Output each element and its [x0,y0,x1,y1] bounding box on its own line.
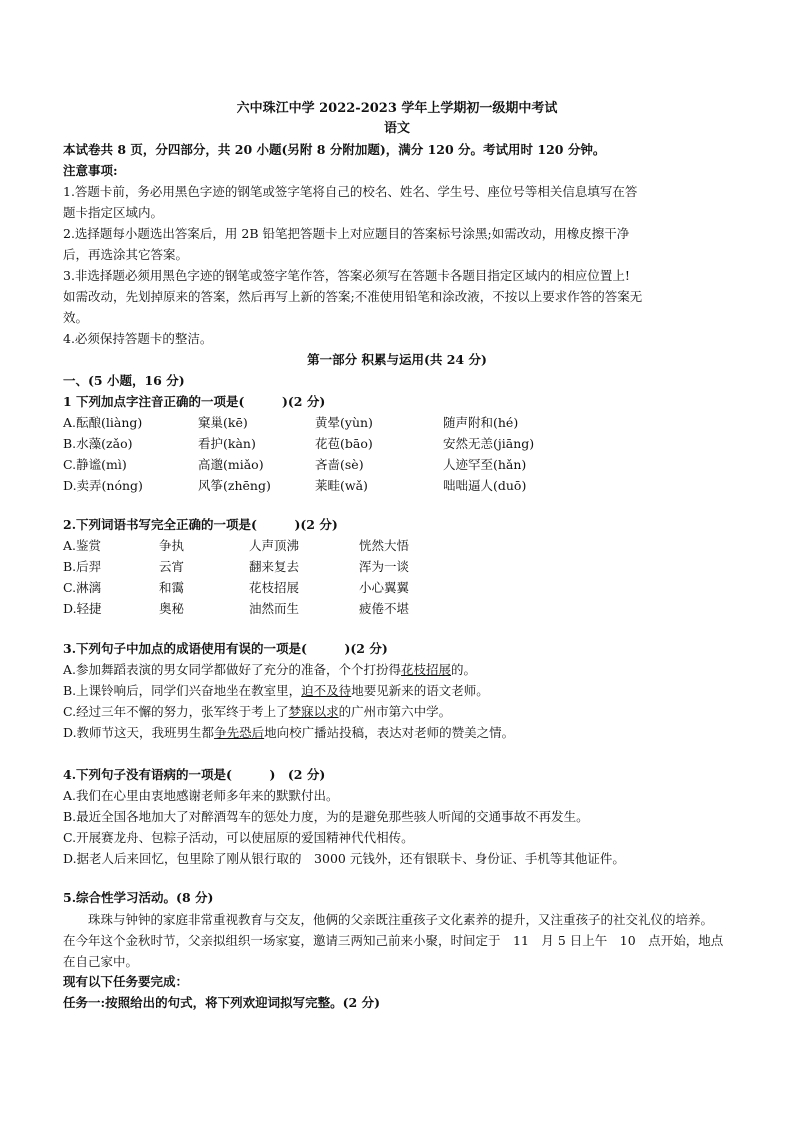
q2-d-4: 疲倦不堪 [359,601,410,616]
exam-title: 六中珠江中学 2022-2023 学年上学期初一级期中考试 [236,101,558,116]
q2-d-3: 油然而生 [249,601,300,616]
q1-stem: 1 下列加点字注音正确的一项是( )(2 分) [63,394,326,409]
q5-task-1-text: 任务一:按照给出的句式，将下列欢迎词拟写完整。(2 分) [63,995,380,1010]
q3-a-pre: A.参加舞蹈表演的男女同学都做好了充分的准备，个个打扮得 [63,662,402,677]
q4-option-b: B.最近全国各地加大了对醉酒驾车的惩处力度，为的是避免那些骇人听闻的交通事故不再发生。 [63,809,589,824]
q3-a-idiom: 花枝招展 [401,662,452,677]
q1-c-1: C.静谧(mì) [63,457,127,472]
q1-b-2: 看护(kàn) [198,436,256,451]
q1-c-3: 吝啬(sè) [315,457,364,472]
note-2-cont: 后，再选涂其它答案。 [63,247,189,262]
q1-a-1: A.酝酿(liàng) [63,415,143,430]
q3-c-idiom: 梦寐以求 [288,704,339,719]
q1-d-1: D.卖弄(nóng) [63,478,143,493]
q1-a-3: 黄晕(yùn) [315,415,373,430]
q2-c-2: 和霭 [159,580,185,595]
q2-a-1: A.鉴赏 [63,538,102,553]
q3-a-post: 的。 [451,662,477,677]
q1-c-4: 人迹罕至(hǎn) [443,457,527,472]
q4-option-c: C.开展赛龙舟、包粽子活动，可以使屈原的爱国精神代代相传。 [63,830,414,845]
q3-c-pre: C.经过三年不懈的努力，张军终于考上了 [63,704,289,719]
part1-title: 第一部分 积累与运用(共 24 分) [307,352,487,367]
note-1: 1.答题卡前，务必用黑色字迹的钢笔或签字笔将自己的校名、姓名、学生号、座位号等相关信息填写在答 [63,184,638,199]
note-3-cont: 如需改动，先划掉原来的答案，然后再写上新的答案;不准使用铅笔和涂改液，不按以上要求作答的答案无 [63,289,643,304]
note-1-cont: 题卡指定区域内。 [63,205,164,220]
q1-d-3: 莱畦(wǎ) [315,478,368,493]
q2-b-3: 翻来复去 [249,559,300,574]
q3-b-idiom: 迫不及待 [301,683,352,698]
q2-a-2: 争执 [159,538,185,553]
notes-heading: 注意事项: [63,163,118,178]
note-2: 2.选择题每小题选出答案后，用 2B 铅笔把答题卡上对应题目的答案标号涂黑;如需改动，用橡皮擦干净 [63,226,630,241]
q3-c-post: 的广州市第六中学。 [338,704,452,719]
q1-a-4: 随声附和(hé) [443,415,519,430]
q1-d-4: 咄咄逼人(duō) [443,478,527,493]
q4-option-a: A.我们在心里由衷地感谢老师多年来的默默付出。 [63,788,339,803]
section-1-heading: 一、(5 小题，16 分) [63,373,185,388]
note-3: 3.非选择题必须用黑色字迹的钢笔或签字笔作答，答案必须写在答题卡各题目指定区域内的相应位置上! [63,268,630,283]
q2-b-4: 浑为一谈 [359,559,410,574]
q3-d-idiom: 争先恐后 [214,725,265,740]
q4-option-d: D.据老人后来回忆，包里除了刚从银行取的 3000 元钱外，还有银联卡、身份证、手机等其他证件。 [63,851,625,866]
q3-b-pre: B.上课铃响后，同学们兴奋地坐在教室里， [63,683,302,698]
q1-b-4: 安然无恙(jiāng) [443,436,535,451]
exam-summary: 本试卷共 8 页，分四部分，共 20 小题(另附 8 分附加题)，满分 120 分。考试用时 120 分钟。 [63,142,606,157]
q5-paragraph: 珠珠与钟钟的家庭非常重视教育与交友，他俩的父亲既注重孩子文化素养的提升，又注重孩子的社交礼仪的培养。在今年这个金秋时节，父亲拟组织一场家宴，邀请三两知己前来小聚，时间定于 11 月 5 日上午 10 点开始，地点在自己家中。 [63,912,724,969]
q1-b-3: 花苞(bāo) [315,436,373,451]
q1-b-1: B.水藻(zǎo) [63,436,133,451]
q2-c-1: C.淋漓 [63,580,102,595]
q5-stem: 5.综合性学习活动。(8 分) [63,890,214,905]
note-4: 4.必须保持答题卡的整洁。 [63,331,213,346]
q5-tasks-heading: 现有以下任务要完成： [63,974,189,989]
note-3-end: 效。 [63,310,89,325]
q2-d-2: 奥秘 [159,601,185,616]
q3-stem: 3.下列句子中加点的成语使用有误的一项是( )(2 分) [63,641,388,656]
q2-b-1: B.后羿 [63,559,102,574]
q2-stem: 2.下列词语书写完全正确的一项是( )(2 分) [63,517,338,532]
subject-title: 语文 [383,121,410,136]
q2-c-3: 花枝招展 [249,580,300,595]
q1-d-2: 风筝(zhēng) [198,478,271,493]
q5-task-1 [63,995,380,1011]
q3-option-b [63,683,489,699]
q3-option-a [63,662,476,678]
q2-c-4: 小心翼翼 [359,580,410,595]
q3-option-c [63,704,451,720]
q3-d-post: 地向校广播站投稿，表达对老师的赞美之情。 [264,725,515,740]
q3-option-d [63,725,514,741]
q4-stem: 4.下列句子没有语病的一项是( ) (2 分) [63,767,326,782]
q3-b-post: 地要见新来的语文老师。 [351,683,489,698]
q2-a-3: 人声顶沸 [249,538,300,553]
q1-a-2: 窠巢(kē) [198,415,248,430]
q1-c-2: 高邈(miǎo) [198,457,264,472]
q3-d-pre: D.教师节这天，我班男生都 [63,725,215,740]
q2-b-2: 云宵 [159,559,185,574]
q2-a-4: 恍然大悟 [359,538,410,553]
q2-d-1: D.轻捷 [63,601,102,616]
